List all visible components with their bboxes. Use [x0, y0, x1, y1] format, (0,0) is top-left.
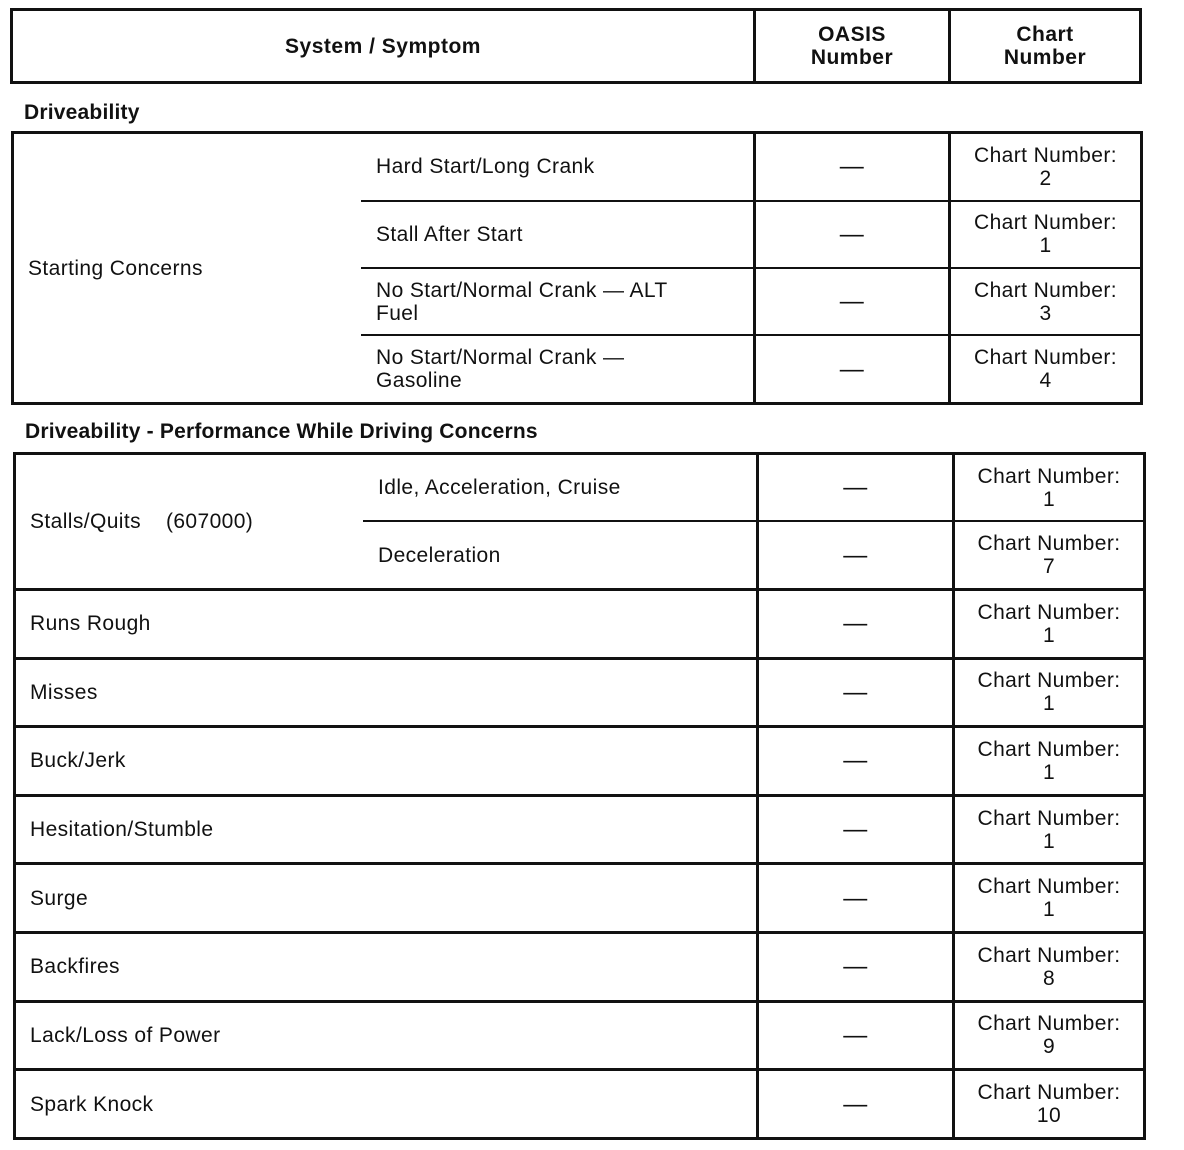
oasis-cell: — — [758, 589, 954, 658]
symptom-text: No Start/Normal Crank — ALT — [376, 278, 668, 302]
table-row — [15, 1070, 1145, 1139]
chart-cell — [954, 658, 1145, 727]
oasis-cell: — — [758, 1070, 954, 1139]
oasis-cell: — — [758, 864, 954, 933]
system-surge: Surge — [15, 864, 758, 933]
chart-cell — [954, 795, 1145, 864]
oasis-cell: — — [758, 658, 954, 727]
symptom-cell — [361, 201, 755, 268]
chart-number: 1 — [1042, 760, 1056, 784]
system-spark-knock: Spark Knock — [15, 1070, 758, 1139]
chart-label: Chart Number: — [977, 669, 1121, 693]
section-title-driveability: Driveability — [24, 101, 140, 124]
chart-label: Chart Number: — [974, 346, 1117, 370]
chart-number: 1 — [1039, 234, 1052, 258]
oasis-cell: — — [758, 454, 954, 522]
header-chart-line1: Chart — [1016, 23, 1074, 46]
oasis-cell: — — [758, 521, 954, 589]
chart-cell — [954, 727, 1145, 796]
table-starting-concerns — [11, 131, 1143, 405]
chart-cell — [954, 933, 1145, 1002]
chart-cell — [950, 268, 1142, 335]
chart-label: Chart Number: — [977, 1081, 1121, 1105]
symptom-text: No Start/Normal Crank — — [376, 346, 625, 370]
chart-number: 2 — [1039, 166, 1052, 190]
table-row — [15, 727, 1145, 796]
chart-cell — [954, 589, 1145, 658]
system-hesitation-stumble: Hesitation/Stumble — [15, 795, 758, 864]
symptom-cell — [361, 335, 755, 403]
system-stalls-quits: Stalls/Quits (607000) — [30, 509, 254, 533]
chart-number: 4 — [1039, 369, 1052, 393]
table-row — [15, 589, 1145, 658]
chart-cell — [954, 521, 1145, 589]
oasis-cell: — — [758, 1001, 954, 1070]
chart-number: 1 — [1042, 623, 1056, 647]
system-runs-rough: Runs Rough — [15, 589, 758, 658]
chart-cell — [954, 454, 1145, 522]
chart-number: 1 — [1042, 829, 1056, 853]
table-row — [15, 658, 1145, 727]
chart-cell — [954, 1070, 1145, 1139]
table-row — [15, 795, 1145, 864]
symptom-cell — [361, 268, 755, 335]
oasis-cell: — — [758, 795, 954, 864]
chart-label: Chart Number: — [977, 737, 1121, 761]
chart-cell — [950, 201, 1142, 268]
symptom-cell — [361, 133, 755, 201]
chart-cell — [954, 864, 1145, 933]
symptom-text-line2: Fuel — [376, 301, 419, 325]
chart-number: 10 — [1036, 1104, 1062, 1128]
chart-label: Chart Number: — [977, 806, 1121, 830]
oasis-cell: — — [758, 933, 954, 1002]
symptom-text: Stall After Start — [376, 222, 523, 246]
table-row — [15, 933, 1145, 1002]
section-title-performance: Driveability - Performance While Driving Concerns — [25, 420, 538, 443]
table-row — [15, 1001, 1145, 1070]
chart-number: 8 — [1042, 966, 1056, 990]
symptom-text: Hard Start/Long Crank — [376, 155, 595, 179]
system-lack-loss-of-power: Lack/Loss of Power — [15, 1001, 758, 1070]
chart-label: Chart Number: — [974, 143, 1117, 167]
chart-cell — [950, 335, 1142, 403]
chart-label: Chart Number: — [974, 278, 1117, 302]
symptom-text: Deceleration — [378, 543, 501, 567]
chart-label: Chart Number: — [977, 600, 1121, 624]
header-oasis-number — [755, 10, 950, 83]
oasis-cell: — — [755, 133, 950, 201]
system-misses: Misses — [15, 658, 758, 727]
chart-label: Chart Number: — [977, 875, 1121, 899]
header-oasis-line1: OASIS — [818, 23, 886, 46]
chart-label: Chart Number: — [977, 464, 1121, 488]
chart-number: 9 — [1042, 1035, 1056, 1059]
table-row — [15, 454, 1145, 522]
chart-number: 1 — [1042, 898, 1056, 922]
oasis-cell: — — [755, 268, 950, 335]
chart-number: 1 — [1042, 692, 1056, 716]
header-chart-line2: Number — [1003, 46, 1087, 69]
system-starting-concerns: Starting Concerns — [28, 256, 203, 280]
table-row — [13, 133, 1142, 201]
chart-cell — [954, 1001, 1145, 1070]
oasis-cell: — — [758, 727, 954, 796]
chart-cell — [950, 133, 1142, 201]
chart-label: Chart Number: — [977, 1012, 1121, 1036]
system-backfires: Backfires — [15, 933, 758, 1002]
symptom-text: Idle, Acceleration, Cruise — [378, 476, 621, 500]
oasis-cell: — — [755, 335, 950, 403]
chart-number: 1 — [1042, 487, 1056, 511]
table-driving-concerns — [13, 452, 1146, 1140]
chart-number: 7 — [1042, 555, 1056, 579]
header-oasis-line2: Number — [810, 46, 894, 69]
symptom-cell — [363, 454, 758, 522]
oasis-cell: — — [755, 201, 950, 268]
header-system-symptom: System / Symptom — [12, 10, 755, 83]
system-buck-jerk: Buck/Jerk — [15, 727, 758, 796]
table-header — [10, 8, 1142, 84]
table-row — [15, 864, 1145, 933]
header-chart-number — [950, 10, 1141, 83]
chart-label: Chart Number: — [977, 943, 1121, 967]
chart-label: Chart Number: — [977, 532, 1121, 556]
chart-number: 3 — [1039, 301, 1052, 325]
symptom-cell — [363, 521, 758, 589]
symptom-text-line2: Gasoline — [376, 369, 463, 393]
chart-label: Chart Number: — [974, 211, 1117, 235]
